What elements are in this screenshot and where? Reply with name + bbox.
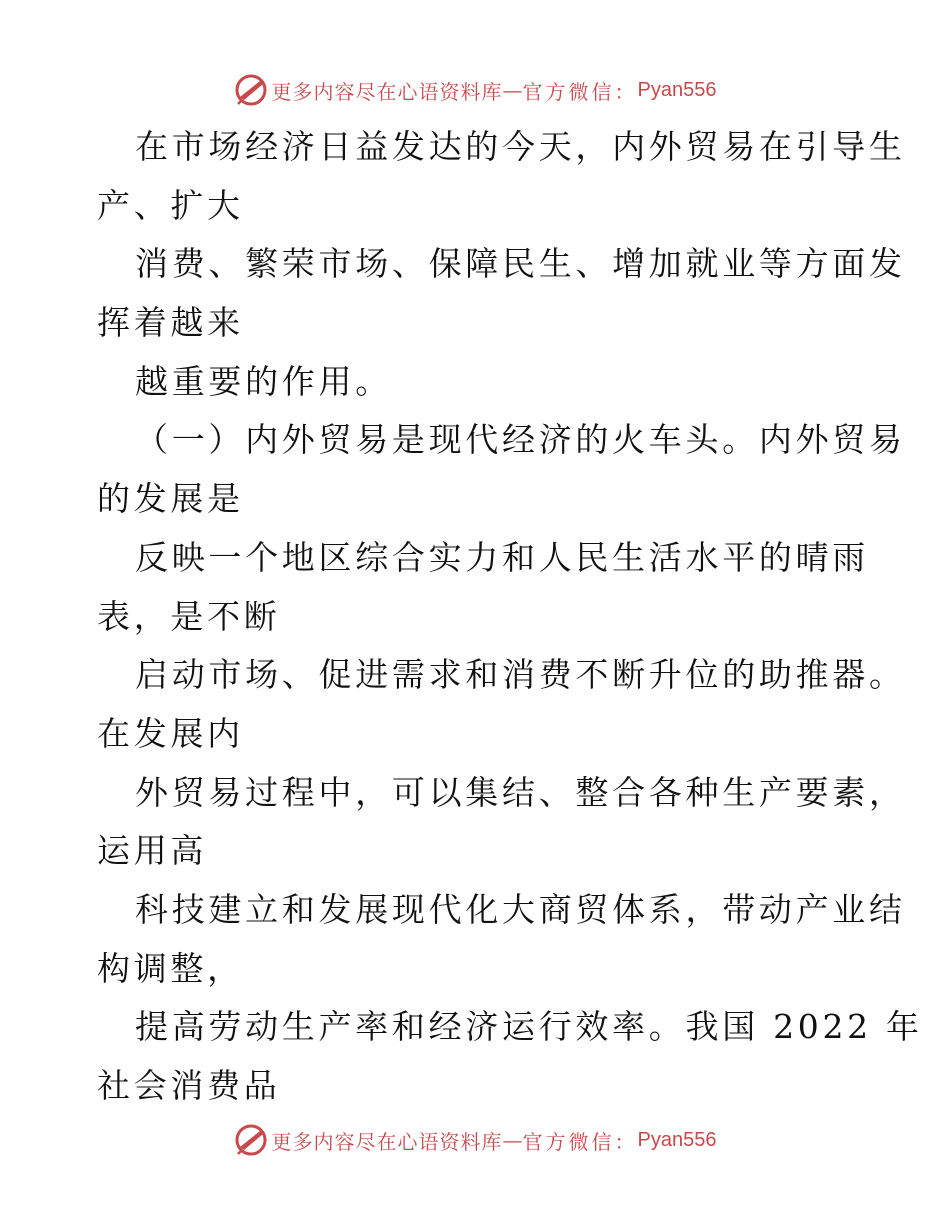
text-line: 产、扩大: [97, 185, 244, 225]
brand-logo-icon: [234, 1123, 268, 1157]
text-line: 科技建立和发展现代化大商贸体系，带动产业结: [135, 889, 906, 929]
brand-logo-icon: [234, 73, 268, 107]
text-line: 外贸易过程中，可以集结、整合各种生产要素，: [135, 772, 906, 812]
text-line: 的发展是: [97, 479, 244, 519]
watermark-wechat-label: 官方微信：: [522, 1129, 638, 1154]
text-line: 提高劳动生产率和经济运行效率。我国 2022 年: [135, 1007, 923, 1047]
watermark-separator: —: [502, 1128, 523, 1152]
text-line: 运用高: [97, 831, 208, 871]
watermark-brand: 更多内容尽在心语资料库: [271, 1129, 503, 1154]
header-watermark: [0, 70, 950, 110]
text-line: 越重要的作用。: [135, 361, 392, 401]
text-line: 社会消费品: [97, 1066, 281, 1105]
watermark-wechat-label: 官方微信：: [522, 79, 638, 104]
text-line: 启动市场、促进需求和消费不断升位的助推器。: [135, 655, 906, 695]
text-line: （一）内外贸易是现代经济的火车头。内外贸易: [135, 420, 906, 460]
watermark-brand: 更多内容尽在心语资料库: [271, 79, 503, 104]
watermark-wechat-id: Pyan556: [637, 78, 717, 101]
text-line: 消费、繁荣市场、保障民生、增加就业等方面发: [135, 244, 906, 284]
text-line: 表，是不断: [97, 596, 281, 636]
watermark-wechat-id: Pyan556: [637, 1128, 717, 1151]
text-line: 在发展内: [97, 713, 244, 753]
text-line: 在市场经济日益发达的今天，内外贸易在引导生: [135, 127, 906, 166]
text-line: 挥着越来: [97, 303, 244, 343]
body-text: [97, 118, 923, 1116]
watermark-separator: —: [502, 78, 523, 102]
footer-watermark: [0, 1120, 950, 1160]
text-line: 反映一个地区综合实力和人民生活水平的晴雨: [135, 537, 869, 577]
text-line: 构调整，: [97, 948, 244, 988]
